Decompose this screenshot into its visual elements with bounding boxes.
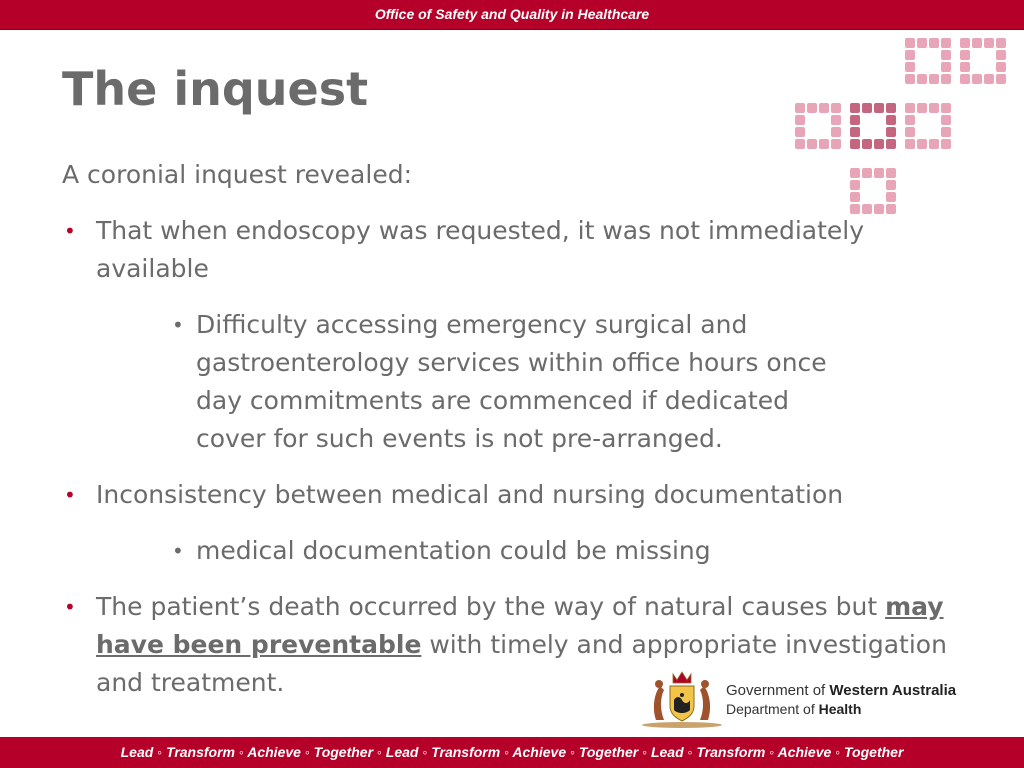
logo-square <box>905 50 915 60</box>
sub-bullet-text: Difficulty accessing emergency surgical and gastroenterology services within office hours once day commitments are commenced if dedicated cover for such events is not pre-arranged. <box>196 310 827 453</box>
slide-title: The inquest <box>62 62 369 116</box>
logo-square <box>984 74 994 84</box>
bullet-marker: • <box>64 595 76 619</box>
logo-square <box>831 115 841 125</box>
logo-square <box>929 103 939 113</box>
bullet-item <box>62 212 972 288</box>
logo-square <box>850 127 860 137</box>
logo-square <box>862 103 872 113</box>
logo-square <box>941 139 951 149</box>
bullet-text-after: with timely and appropriate investigation and treatment. <box>96 630 947 697</box>
logo-square <box>850 103 860 113</box>
logo-square <box>886 127 896 137</box>
government-name-prefix: Government of <box>726 682 830 699</box>
logo-square <box>819 139 829 149</box>
logo-square <box>996 38 1006 48</box>
logo-square <box>941 115 951 125</box>
logo-square <box>941 74 951 84</box>
sub-bullet-text: medical documentation could be missing <box>196 536 711 565</box>
logo-square <box>984 38 994 48</box>
bullet-text: Inconsistency between medical and nursing documentation <box>96 480 844 509</box>
logo-square <box>905 38 915 48</box>
government-name <box>726 682 956 699</box>
bullet-item <box>62 476 972 514</box>
logo-square <box>917 74 927 84</box>
logo-square <box>941 50 951 60</box>
logo-square <box>905 139 915 149</box>
logo-square <box>960 74 970 84</box>
logo-square <box>960 38 970 48</box>
sub-bullet-marker: • <box>172 313 184 337</box>
logo-square <box>795 127 805 137</box>
logo-square <box>819 103 829 113</box>
emphasis-text: may have been preventable <box>96 592 944 659</box>
logo-square <box>972 74 982 84</box>
logo-square <box>917 38 927 48</box>
department-name-prefix: Department of <box>726 701 819 717</box>
logo-square <box>795 115 805 125</box>
logo-square <box>874 139 884 149</box>
logo-square <box>941 38 951 48</box>
logo-square <box>886 103 896 113</box>
government-name-state: Western Australia <box>829 682 957 699</box>
logo-square <box>917 103 927 113</box>
bullet-text: That when endoscopy was requested, it was not immediately available <box>96 216 865 283</box>
logo-square <box>874 103 884 113</box>
logo-square <box>941 103 951 113</box>
logo-square <box>960 50 970 60</box>
logo-square <box>929 38 939 48</box>
sub-bullet-marker: • <box>172 539 184 563</box>
logo-square <box>850 115 860 125</box>
logo-square <box>996 50 1006 60</box>
logo-square <box>850 139 860 149</box>
logo-square <box>941 62 951 72</box>
logo-square <box>807 139 817 149</box>
slide-body <box>62 156 972 720</box>
logo-square <box>905 127 915 137</box>
logo-square <box>917 139 927 149</box>
logo-square <box>831 103 841 113</box>
footer-banner: Lead ◦ Transform ◦ Achieve ◦ Together ◦ Lead ◦ Transform ◦ Achieve ◦ Together ◦ Lead ◦ Transform ◦ Achieve ◦ Together <box>0 737 1024 768</box>
logo-square <box>831 139 841 149</box>
bullet-text-before: The patient’s death occurred by the way of natural causes but <box>96 592 886 621</box>
logo-square <box>905 115 915 125</box>
header-banner: Office of Safety and Quality in Healthcare <box>0 0 1024 30</box>
sub-bullet-item <box>62 532 836 570</box>
logo-square <box>960 62 970 72</box>
bullet-marker: • <box>64 483 76 507</box>
logo-square <box>807 103 817 113</box>
government-logo <box>640 668 1018 730</box>
department-name-health: Health <box>818 701 862 717</box>
logo-square <box>886 139 896 149</box>
logo-square <box>886 115 896 125</box>
logo-square <box>972 38 982 48</box>
logo-square <box>941 127 951 137</box>
department-name <box>726 701 861 717</box>
logo-square <box>862 139 872 149</box>
logo-square <box>996 74 1006 84</box>
logo-square <box>905 74 915 84</box>
logo-square <box>831 127 841 137</box>
logo-square <box>996 62 1006 72</box>
logo-square <box>905 62 915 72</box>
sub-bullet-item <box>62 306 836 458</box>
logo-square <box>795 139 805 149</box>
logo-square <box>905 103 915 113</box>
logo-square <box>929 74 939 84</box>
coat-of-arms-icon <box>640 668 724 730</box>
logo-square <box>795 103 805 113</box>
bullet-marker: • <box>64 219 76 243</box>
intro-text: A coronial inquest revealed: <box>62 160 412 189</box>
logo-square <box>929 139 939 149</box>
